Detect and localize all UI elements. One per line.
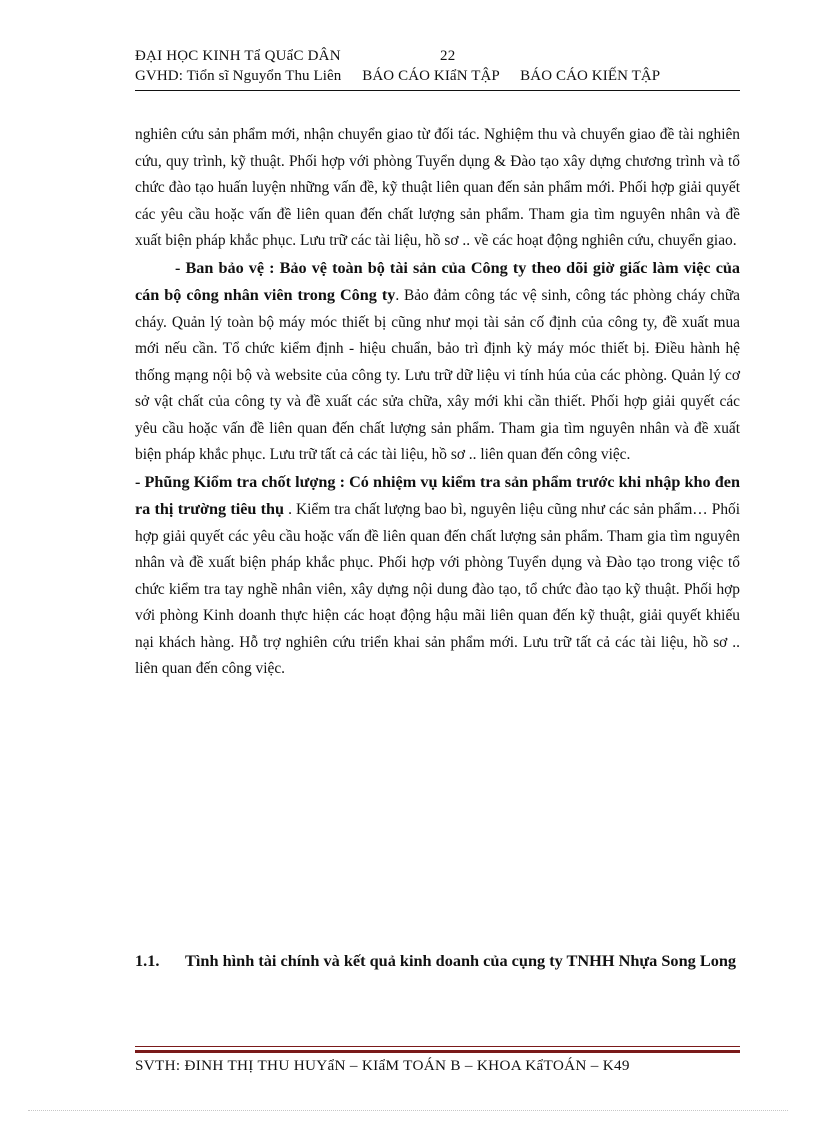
header-divider xyxy=(135,90,740,91)
paragraph-security xyxy=(135,255,740,469)
page-number: 22 xyxy=(440,48,456,64)
report-title-2: BÁO CÁO KIẾN TẬP xyxy=(520,68,661,84)
page-edge-line xyxy=(28,1110,788,1111)
quality-heading: - Phũng Kiổm tra chốt lượng : Có nhiệm vụ kiểm tra sản phẩm trước khi nhập kho đen ra thị trường tiêu thụ xyxy=(135,472,740,518)
paragraph-quality xyxy=(135,469,740,683)
section-number: 1.1. xyxy=(135,951,160,970)
page-footer: SVTH: ĐINH THỊ THU HUYẩN – KIẩM TOÁN B – KHOA KẩTOÁN – K49 xyxy=(135,1057,630,1074)
page-header xyxy=(135,48,740,88)
advisor-name: GVHD: Tiổn sĩ Nguyổn Thu Liên xyxy=(135,68,342,84)
report-title-1: BÁO CÁO KIẩN TẬP xyxy=(362,68,500,84)
section-heading xyxy=(135,946,740,976)
quality-text: . Kiểm tra chất lượng bao bì, nguyên liệu cũng như các sản phẩm… Phối hợp giải quyết các yêu cầu hoặc vấn đề liên quan đến chất lượng sản phẩm. Tham gia tìm nguyên nhân và đề xuất biện pháp khắc phục. Phối hợp với phòng Tuyển dụng và Đào tạo trong việc tổ chức kiểm tra tay nghề nhân viên, xây dựng nội dung đào tạo, tổ chức đào tạo kỹ thuật. Phối hợp với phòng Kinh doanh thực hiện các hoạt động hậu mãi liên quan đến kỹ thuật, giải quyết khiếu nại khách hàng. Hỗ trợ nghiên cứu triển khai sản phẩm mới. Lưu trữ tất cả các tài liệu, hồ sơ .. liên quan đến công việc. xyxy=(135,501,740,677)
section-title: Tình hình tài chính và kết quả kinh doanh của cụng ty TNHH Nhựa Song Long xyxy=(185,951,737,970)
footer-divider-thick xyxy=(135,1050,740,1053)
security-heading: - Ban bảo vệ : Bảo vệ toàn bộ tài sản của Công ty theo dõi giờ giấc làm việc của cán bộ công nhân viên trong Công ty xyxy=(135,258,740,304)
university-name: ĐẠI HỌC KINH Tẩ QUẩC DÂN xyxy=(135,48,341,64)
security-text: . Bảo đảm công tác vệ sinh, công tác phòng cháy chữa cháy. Quản lý toàn bộ máy móc thiết bị cũng như mọi tài sản cố định của công ty, đề xuất mua mới nếu cần. Tổ chức kiểm định - hiệu chuẩn, bảo trì định kỳ máy móc thiết bị. Điều hành hệ thống mạng nội bộ và website của công ty. Lưu trữ dữ liệu vi tính húa của các phòng. Quản lý cơ sở vật chất của công ty và đề xuất các sửa chữa, xây mới khi cần thiết. Phối hợp giải quyết các yêu cầu hoặc vấn đề liên quan đến chất lượng sản phẩm. Tham gia tìm nguyên nhân và đề xuất biện pháp khắc phục. Lưu trữ tất cả các tài liệu, hồ sơ .. liên quan đến công việc. xyxy=(135,287,740,463)
paragraph-research: nghiên cứu sản phẩm mới, nhận chuyển giao từ đối tác. Nghiệm thu và chuyển giao đề tài nghiên cứu, quy trình, kỹ thuật. Phối hợp với phòng Tuyển dụng & Đào tạo xây dựng chương trình và tổ chức đào tạo huấn luyện những vấn đề, kỹ thuật liên quan đến sản phẩm mới. Phối hợp giải quyết các yêu cầu hoặc vấn đề liên quan đến chất lượng sản phẩm. Tham gia tìm nguyên nhân và đề xuất biện pháp khắc phục. Lưu trữ các tài liệu, hồ sơ .. về các hoạt động nghiên cứu, chuyển giao. xyxy=(135,126,740,249)
footer-divider-thin xyxy=(135,1046,740,1047)
body-text xyxy=(135,122,740,683)
